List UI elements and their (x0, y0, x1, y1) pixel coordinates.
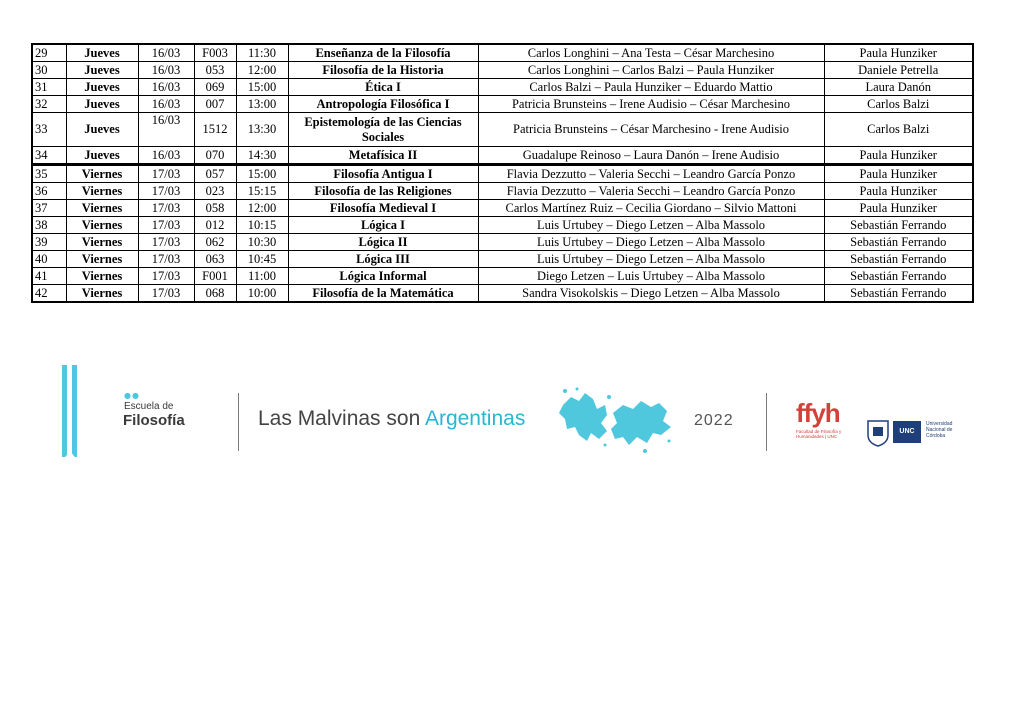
day-cell: Jueves (66, 44, 138, 62)
table-row (32, 217, 973, 234)
substitute-cell: Paula Hunziker (824, 200, 973, 217)
subject-cell: Lógica II (288, 234, 478, 251)
substitute-cell: Paula Hunziker (824, 165, 973, 183)
substitute-cell: Sebastián Ferrando (824, 285, 973, 303)
room-cell: 012 (194, 217, 236, 234)
subject-cell: Filosofía Antigua I (288, 165, 478, 183)
date-cell: 17/03 (138, 234, 194, 251)
escuela-dots-icon: ●● (124, 391, 140, 400)
date-cell: 17/03 (138, 200, 194, 217)
row-number: 30 (32, 62, 66, 79)
escuela-title: Filosofía (123, 412, 185, 429)
day-cell: Jueves (66, 96, 138, 113)
date-cell: 16/03 (138, 147, 194, 165)
subject-cell: Filosofía de las Religiones (288, 183, 478, 200)
time-cell: 10:30 (236, 234, 288, 251)
committee-cell: Luis Urtubey – Diego Letzen – Alba Massolo (478, 234, 824, 251)
table-row (32, 251, 973, 268)
table-row (32, 113, 973, 147)
malvinas-prefix: Las Malvinas son (258, 407, 421, 430)
row-number: 40 (32, 251, 66, 268)
day-cell: Viernes (66, 234, 138, 251)
committee-cell: Guadalupe Reinoso – Laura Danón – Irene Audisio (478, 147, 824, 165)
malvinas-slogan (258, 407, 525, 431)
room-cell: 1512 (194, 113, 236, 147)
room-cell: 070 (194, 147, 236, 165)
footer-banner (0, 355, 1024, 470)
day-cell: Viernes (66, 285, 138, 303)
room-cell: 007 (194, 96, 236, 113)
subject-cell: Lógica Informal (288, 268, 478, 285)
subject-cell: Lógica III (288, 251, 478, 268)
committee-cell: Carlos Martínez Ruiz – Cecilia Giordano – Silvio Mattoni (478, 200, 824, 217)
table-row (32, 44, 973, 62)
substitute-cell: Carlos Balzi (824, 113, 973, 147)
escuela-label: Escuela de (124, 401, 174, 412)
substitute-cell: Paula Hunziker (824, 183, 973, 200)
day-cell: Viernes (66, 183, 138, 200)
subject-cell: Filosofía de la Historia (288, 62, 478, 79)
row-number: 34 (32, 147, 66, 165)
subject-cell: Filosofía Medieval I (288, 200, 478, 217)
committee-cell: Flavia Dezzutto – Valeria Secchi – Leandro García Ponzo (478, 183, 824, 200)
substitute-cell: Sebastián Ferrando (824, 268, 973, 285)
table-row (32, 147, 973, 165)
room-cell: 057 (194, 165, 236, 183)
committee-cell: Flavia Dezzutto – Valeria Secchi – Leandro García Ponzo (478, 165, 824, 183)
time-cell: 14:30 (236, 147, 288, 165)
room-cell: 053 (194, 62, 236, 79)
date-cell: 17/03 (138, 268, 194, 285)
escuela-bars-logo (62, 365, 78, 461)
row-number: 31 (32, 79, 66, 96)
exam-schedule-table (31, 43, 974, 303)
date-cell: 16/03 (138, 79, 194, 96)
table-row (32, 285, 973, 303)
substitute-cell: Paula Hunziker (824, 44, 973, 62)
time-cell: 10:00 (236, 285, 288, 303)
unc-logo: UNC (893, 421, 921, 443)
row-number: 32 (32, 96, 66, 113)
room-cell: 058 (194, 200, 236, 217)
unc-crest-icon (866, 419, 890, 447)
table-row (32, 96, 973, 113)
substitute-cell: Sebastián Ferrando (824, 217, 973, 234)
room-cell: 068 (194, 285, 236, 303)
row-number: 37 (32, 200, 66, 217)
room-cell: 063 (194, 251, 236, 268)
year-label: 2022 (694, 412, 734, 429)
committee-cell: Carlos Longhini – Carlos Balzi – Paula Hunziker (478, 62, 824, 79)
substitute-cell: Sebastián Ferrando (824, 234, 973, 251)
day-cell: Jueves (66, 79, 138, 96)
subject-cell: Filosofía de la Matemática (288, 285, 478, 303)
table-row (32, 183, 973, 200)
time-cell: 12:00 (236, 200, 288, 217)
table-row (32, 268, 973, 285)
date-cell: 16/03 (138, 44, 194, 62)
table-row (32, 234, 973, 251)
subject-cell: Lógica I (288, 217, 478, 234)
subject-cell: Epistemología de las Ciencias Sociales (288, 113, 478, 147)
committee-cell: Patricia Brunsteins – Irene Audisio – César Marchesino (478, 96, 824, 113)
subject-cell: Antropología Filosófica I (288, 96, 478, 113)
row-number: 33 (32, 113, 66, 147)
time-cell: 11:30 (236, 44, 288, 62)
date-cell: 16/03 (138, 113, 194, 147)
subject-cell: Enseñanza de la Filosofía (288, 44, 478, 62)
time-cell: 15:00 (236, 79, 288, 96)
committee-cell: Diego Letzen – Luis Urtubey – Alba Massolo (478, 268, 824, 285)
time-cell: 13:30 (236, 113, 288, 147)
malvinas-highlight: Argentinas (424, 407, 526, 430)
time-cell: 15:00 (236, 165, 288, 183)
day-cell: Viernes (66, 251, 138, 268)
time-cell: 15:15 (236, 183, 288, 200)
row-number: 38 (32, 217, 66, 234)
row-number: 41 (32, 268, 66, 285)
committee-cell: Sandra Visokolskis – Diego Letzen – Alba Massolo (478, 285, 824, 303)
substitute-cell: Daniele Petrella (824, 62, 973, 79)
table-row (32, 79, 973, 96)
row-number: 39 (32, 234, 66, 251)
date-cell: 17/03 (138, 285, 194, 303)
divider (766, 393, 767, 451)
date-cell: 17/03 (138, 251, 194, 268)
table-row (32, 200, 973, 217)
ffyh-subtitle: Facultad de Filosofía y Humanidades | UNC (796, 429, 842, 439)
subject-cell: Metafísica II (288, 147, 478, 165)
time-cell: 10:15 (236, 217, 288, 234)
room-cell: 062 (194, 234, 236, 251)
day-cell: Viernes (66, 217, 138, 234)
date-cell: 16/03 (138, 96, 194, 113)
subject-cell: Ética I (288, 79, 478, 96)
table-row (32, 62, 973, 79)
time-cell: 13:00 (236, 96, 288, 113)
day-cell: Viernes (66, 200, 138, 217)
substitute-cell: Carlos Balzi (824, 96, 973, 113)
committee-cell: Patricia Brunsteins – César Marchesino - Irene Audisio (478, 113, 824, 147)
day-cell: Viernes (66, 165, 138, 183)
malvinas-islands-icon (557, 383, 677, 463)
committee-cell: Luis Urtubey – Diego Letzen – Alba Massolo (478, 217, 824, 234)
time-cell: 10:45 (236, 251, 288, 268)
committee-cell: Carlos Balzi – Paula Hunziker – Eduardo Mattio (478, 79, 824, 96)
substitute-cell: Paula Hunziker (824, 147, 973, 165)
row-number: 29 (32, 44, 66, 62)
date-cell: 17/03 (138, 183, 194, 200)
date-cell: 17/03 (138, 217, 194, 234)
committee-cell: Luis Urtubey – Diego Letzen – Alba Massolo (478, 251, 824, 268)
day-cell: Jueves (66, 147, 138, 165)
date-cell: 17/03 (138, 165, 194, 183)
room-cell: 023 (194, 183, 236, 200)
room-cell: 069 (194, 79, 236, 96)
substitute-cell: Laura Danón (824, 79, 973, 96)
time-cell: 12:00 (236, 62, 288, 79)
row-number: 42 (32, 285, 66, 303)
date-cell: 16/03 (138, 62, 194, 79)
row-number: 36 (32, 183, 66, 200)
room-cell: F003 (194, 44, 236, 62)
unc-name: Universidad Nacional de Córdoba (926, 421, 953, 439)
divider (238, 393, 239, 451)
committee-cell: Carlos Longhini – Ana Testa – César Marchesino (478, 44, 824, 62)
day-cell: Jueves (66, 62, 138, 79)
substitute-cell: Sebastián Ferrando (824, 251, 973, 268)
day-cell: Jueves (66, 113, 138, 147)
row-number: 35 (32, 165, 66, 183)
ffyh-logo: ffyh (796, 398, 840, 428)
table-row (32, 165, 973, 183)
time-cell: 11:00 (236, 268, 288, 285)
day-cell: Viernes (66, 268, 138, 285)
room-cell: F001 (194, 268, 236, 285)
